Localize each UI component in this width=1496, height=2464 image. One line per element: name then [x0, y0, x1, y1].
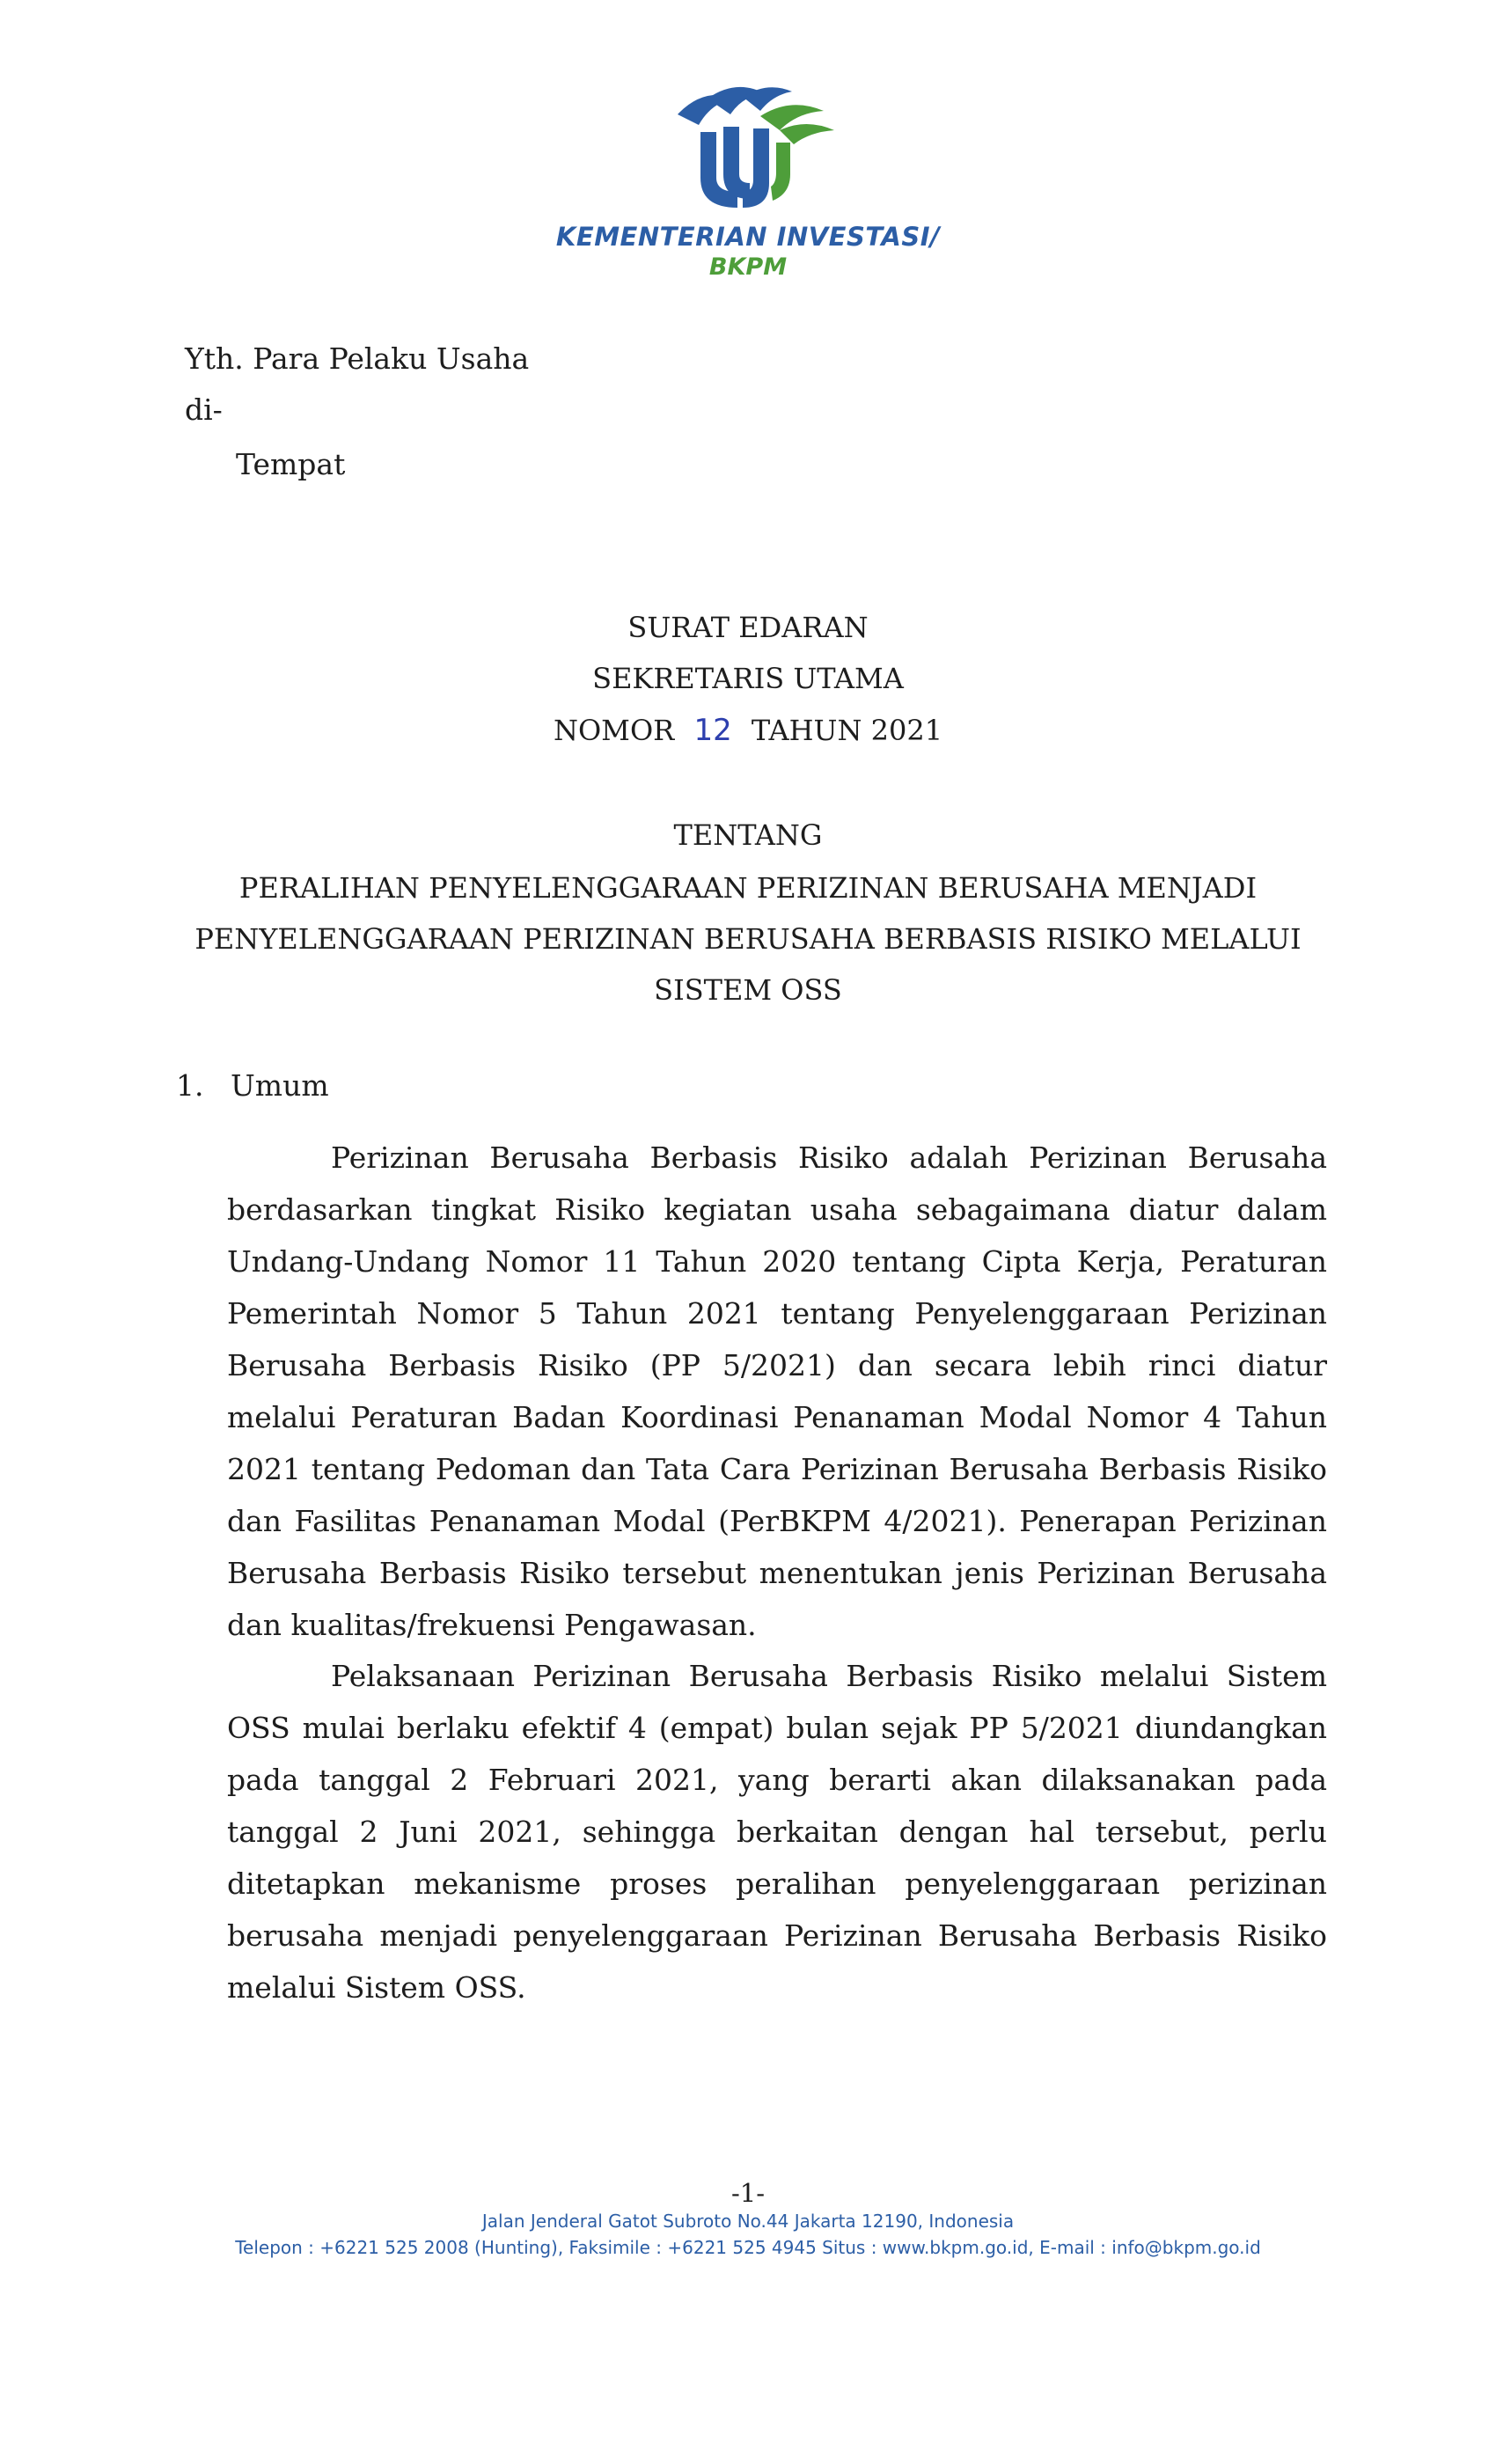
- footer-address: Jalan Jenderal Gatot Subroto No.44 Jakarta 12190, Indonesia: [481, 2211, 1015, 2232]
- addressee-line2: di-: [185, 392, 223, 427]
- addressee-line3: Tempat: [236, 447, 346, 481]
- tahun-label: TAHUN 2021: [751, 714, 943, 747]
- title-nomor: [0, 713, 1496, 748]
- subject-line1: PERALIHAN PENYELENGGARAAN PERIZINAN BERUSAHA MENJADI: [238, 871, 1258, 905]
- nomor-value: 12: [693, 713, 732, 748]
- footer-contact: Telepon : +6221 525 2008 (Hunting), Faksimile : +6221 525 4945 Situs : www.bkpm.go.id, E-mail : info@bkpm.go.id: [235, 2237, 1261, 2258]
- subject-line3: SISTEM OSS: [654, 973, 842, 1007]
- org-name-line1: KEMENTERIAN INVESTASI/: [555, 222, 941, 252]
- section-number: 1.: [176, 1068, 204, 1103]
- subject-line2: PENYELENGGARAAN PERIZINAN BERUSAHA BERBASIS RISIKO MELALUI: [194, 922, 1302, 956]
- section-title: Umum: [231, 1068, 329, 1103]
- bkpm-logo-icon: [669, 79, 845, 220]
- paragraph-2: Pelaksanaan Perizinan Berusaha Berbasis Risiko melalui Sistem OSS mulai berlaku efektif 4 (empat) bulan sejak PP 5/2021 diundangkan pada tanggal 2 Februari 2021, yang berarti akan dilaksanakan pada tanggal 2 Juni 2021, sehingga berkaitan dengan hal tersebut, perlu ditetapkan mekanisme proses peralihan penyelenggaraan perizinan berusaha menjadi penyelenggaraan Perizinan Berusaha Berbasis Risiko melalui Sistem OSS.: [227, 1659, 1327, 2005]
- addressee-line1: Yth. Para Pelaku Usaha: [185, 341, 530, 376]
- org-name-line2: BKPM: [708, 253, 788, 281]
- title-tentang: TENTANG: [673, 818, 823, 852]
- title-sekretaris-utama: SEKRETARIS UTAMA: [592, 662, 904, 695]
- page-number: -1-: [730, 2178, 766, 2208]
- paragraph-1: Perizinan Berusaha Berbasis Risiko adalah Perizinan Berusaha berdasarkan tingkat Risiko kegiatan usaha sebagaimana diatur dalam Undang-Undang Nomor 11 Tahun 2020 tentang Cipta Kerja, Peraturan Pemerintah Nomor 5 Tahun 2021 tentang Penyelenggaraan Perizinan Berusaha Berbasis Risiko (PP 5/2021) dan secara lebih rinci diatur melalui Peraturan Badan Koordinasi Penanaman Modal Nomor 4 Tahun 2021 tentang Pedoman dan Tata Cara Perizinan Berusaha Berbasis Risiko dan Fasilitas Penanaman Modal (PerBKPM 4/2021). Penerapan Perizinan Berusaha Berbasis Risiko tersebut menentukan jenis Perizinan Berusaha dan kualitas/frekuensi Pengawasan.: [227, 1140, 1327, 1642]
- title-surat-edaran: SURAT EDARAN: [627, 611, 869, 644]
- nomor-label: NOMOR: [553, 714, 675, 747]
